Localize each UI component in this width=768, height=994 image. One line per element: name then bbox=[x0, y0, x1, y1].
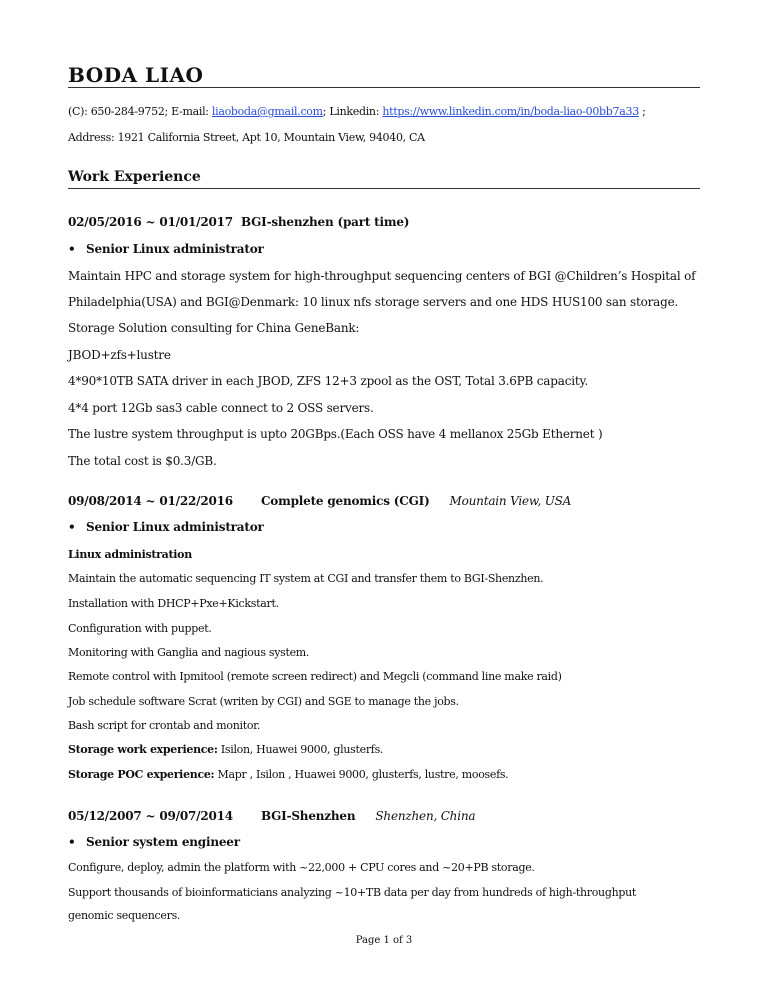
linkedin-link[interactable]: https://www.linkedin.com/in/boda-liao-00bb7a33 bbox=[382, 105, 639, 118]
job-3-company: BGI-Shenzhen bbox=[260, 809, 356, 823]
bullet-icon: • bbox=[68, 520, 76, 534]
linkedin-prefix: ; Linkedin: bbox=[322, 105, 383, 118]
job-3-line: Support thousands of bioinformaticians analyzing ~10+TB data per day from hundreds of high-throughput bbox=[68, 886, 637, 899]
contact-line bbox=[68, 104, 708, 120]
job-1-dates: 02/05/2016 ~ 01/01/2017 bbox=[68, 215, 233, 229]
job-3-dates: 05/12/2007 ~ 09/07/2014 bbox=[68, 809, 233, 823]
job-2-line: Installation with DHCP+Pxe+Kickstart. bbox=[68, 597, 279, 610]
job-2-subheading: Linux administration bbox=[68, 548, 192, 561]
job-3-role bbox=[68, 834, 708, 850]
job-1-header bbox=[68, 214, 708, 230]
job-1-line: Philadelphia(USA) and BGI@Denmark: 10 linux nfs storage servers and one HDS HUS100 san storage. bbox=[68, 295, 679, 309]
storage-text: Isilon, Huawei 9000, glusterfs. bbox=[217, 743, 384, 756]
job-2-line: Bash script for crontab and monitor. bbox=[68, 719, 261, 732]
job-2-line: Maintain the automatic sequencing IT system at CGI and transfer them to BGI-Shenzhen. bbox=[68, 572, 544, 585]
storage-label: Storage work experience: bbox=[68, 743, 218, 756]
job-2-dates: 09/08/2014 ~ 01/22/2016 bbox=[68, 494, 233, 508]
job-2-company: Complete genomics (CGI) bbox=[260, 494, 430, 508]
bullet-icon: • bbox=[68, 242, 76, 256]
job-2-location: Mountain View, USA bbox=[449, 494, 572, 508]
contact-phone: (C): 650-284-9752; E-mail: bbox=[68, 105, 212, 118]
job-1-line: Maintain HPC and storage system for high-throughput sequencing centers of BGI @Children’s Hospital of bbox=[68, 269, 696, 283]
header-divider bbox=[68, 87, 700, 88]
page-footer: Page 1 of 3 bbox=[355, 935, 413, 946]
job-2-role-text: Senior Linux administrator bbox=[86, 520, 264, 534]
job-3-header bbox=[68, 808, 708, 824]
job-2-line: Remote control with Ipmitool (remote screen redirect) and Megcli (command line make raid) bbox=[68, 670, 562, 683]
section-divider bbox=[68, 188, 700, 189]
job-3-role-text: Senior system engineer bbox=[86, 835, 240, 849]
bullet-icon: • bbox=[68, 835, 76, 849]
poc-label: Storage POC experience: bbox=[68, 768, 215, 781]
job-1-company: BGI-shenzhen (part time) bbox=[240, 215, 410, 229]
contact-suffix: ; bbox=[638, 105, 646, 118]
job-2-line: Monitoring with Ganglia and nagious system. bbox=[68, 646, 310, 659]
job-3-line: genomic sequencers. bbox=[68, 909, 181, 922]
job-2-storage-line bbox=[68, 742, 708, 758]
job-1-role-text: Senior Linux administrator bbox=[86, 242, 264, 256]
job-1-line: The lustre system throughput is upto 20GBps.(Each OSS have 4 mellanox 25Gb Ethernet ) bbox=[68, 427, 603, 441]
job-2-line: Job schedule software Scrat (writen by CGI) and SGE to manage the jobs. bbox=[68, 695, 459, 708]
job-1-line: 4*4 port 12Gb sas3 cable connect to 2 OSS servers. bbox=[68, 401, 374, 415]
candidate-name: BODA LIAO bbox=[68, 63, 204, 87]
section-title-work-experience: Work Experience bbox=[68, 169, 201, 185]
job-2-role bbox=[68, 519, 708, 535]
job-1-line: The total cost is $0.3/GB. bbox=[68, 454, 217, 468]
job-2-header bbox=[68, 493, 708, 509]
address-line: Address: 1921 California Street, Apt 10, Mountain View, 94040, CA bbox=[68, 131, 425, 144]
job-1-line: 4*90*10TB SATA driver in each JBOD, ZFS 12+3 zpool as the OST, Total 3.6PB capacity. bbox=[68, 374, 589, 388]
job-1-role bbox=[68, 241, 708, 257]
poc-text: Mapr , Isilon , Huawei 9000, glusterfs, lustre, moosefs. bbox=[214, 768, 509, 781]
job-3-line: Configure, deploy, admin the platform with ~22,000 + CPU cores and ~20+PB storage. bbox=[68, 861, 535, 874]
job-1-line: JBOD+zfs+lustre bbox=[68, 348, 171, 362]
job-2-line: Configuration with puppet. bbox=[68, 622, 212, 635]
job-1-line: Storage Solution consulting for China GeneBank: bbox=[68, 321, 360, 335]
job-2-poc-line bbox=[68, 767, 708, 783]
email-link[interactable]: liaoboda@gmail.com bbox=[211, 105, 323, 118]
job-3-location: Shenzhen, China bbox=[375, 809, 476, 823]
